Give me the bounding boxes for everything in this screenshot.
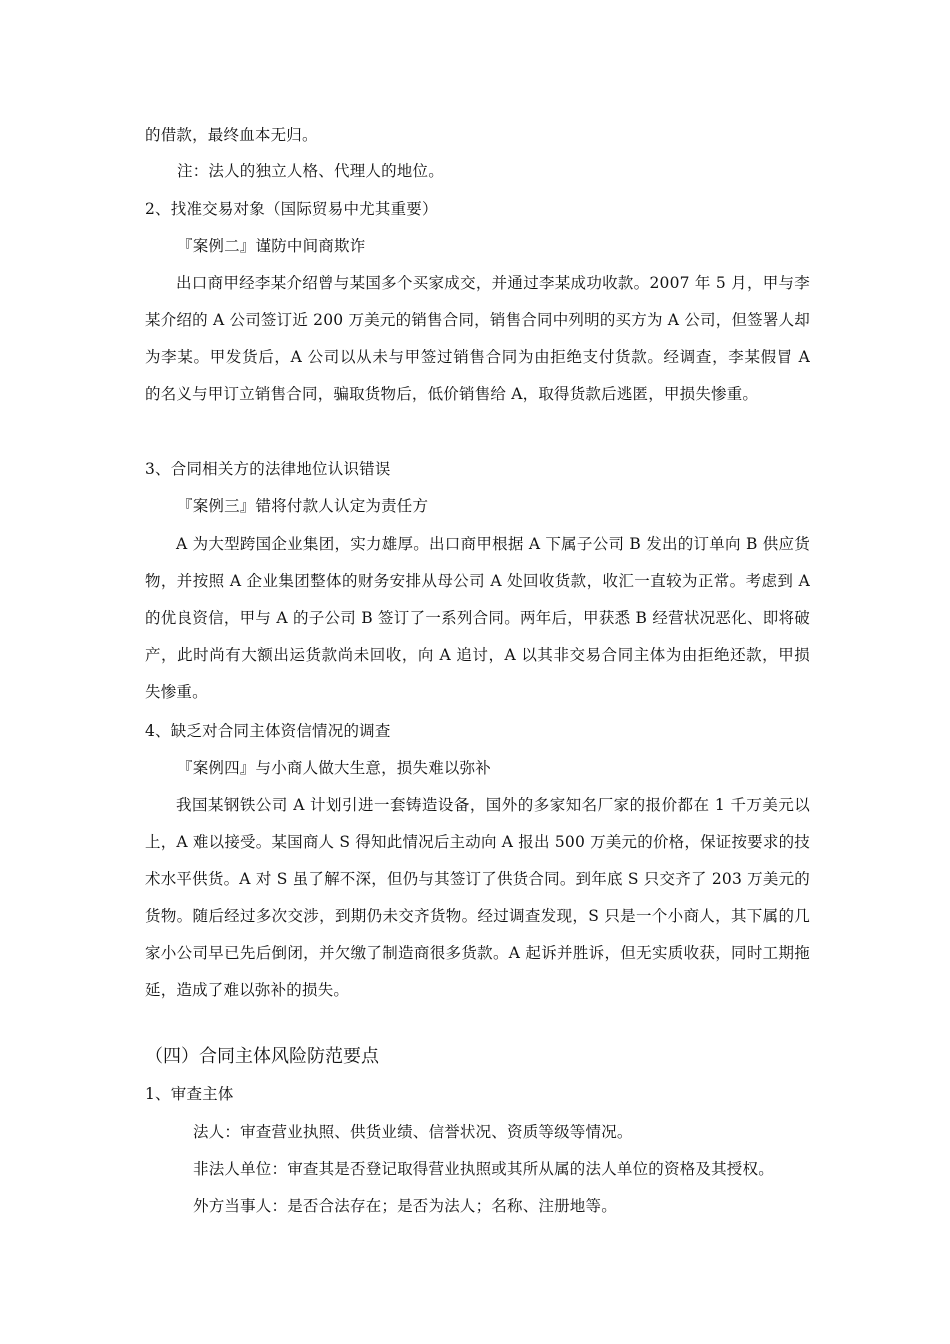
case-three-title: 『案例三』错将付款人认定为责任方: [177, 497, 429, 515]
case-four-title: 『案例四』与小商人做大生意，损失难以弥补: [177, 759, 492, 777]
review-item-legal-person: 法人：审查营业执照、供货业绩、信誉状况、资质等级等情况。: [193, 1123, 633, 1141]
case-two-paragraph: 出口商甲经李某介绍曾与某国多个买家成交，并通过李某成功收款。2007 年 5 月，甲与李某介绍的 A 公司签订近 200 万美元的销售合同，销售合同中列明的买方为 A 公司，但签署人却为李某。甲发货后，A 公司以从未与甲签过销售合同为由拒绝支付货款。经调查，李某假冒 A 的名义与甲订立销售合同，骗取货物后，低价销售给 A，取得货款后逃匿，甲损失惨重。: [145, 274, 810, 403]
section-four-title: （四）合同主体风险防范要点: [145, 1046, 379, 1067]
text-line-loan-loss: 的借款，最终血本无归。: [145, 126, 318, 144]
review-item-foreign-party: 外方当事人：是否合法存在；是否为法人；名称、注册地等。: [193, 1197, 617, 1215]
case-four-paragraph: 我国某钢铁公司 A 计划引进一套铸造设备，国外的多家知名厂家的报价都在 1 千万美元以上，A 难以接受。某国商人 S 得知此情况后主动向 A 报出 500 万美元的价格，保证按要求的技术水平供货。A 对 S 虽了解不深，但仍与其签订了供货合同。到年底 S 只交齐了 203 万美元的货物。随后经过多次交涉，到期仍未交齐货物。经过调查发现，S 只是一个小商人，其下属的几家小公司早已先后倒闭，并欠缴了制造商很多货款。A 起诉并胜诉，但无实质收获，同时工期拖延，造成了难以弥补的损失。: [145, 796, 810, 999]
case-two-title: 『案例二』谨防中间商欺诈: [177, 237, 366, 255]
heading-find-counterparty: 2、找准交易对象（国际贸易中尤其重要）: [145, 200, 438, 218]
review-item-non-legal-unit: 非法人单位：审查其是否登记取得营业执照或其所从属的法人单位的资格及其授权。: [193, 1160, 774, 1178]
heading-review-subject: 1、审查主体: [145, 1085, 234, 1103]
heading-credit-check: 4、缺乏对合同主体资信情况的调查: [145, 722, 391, 740]
case-three-paragraph: A 为大型跨国企业集团，实力雄厚。出口商甲根据 A 下属子公司 B 发出的订单向 B 供应货物，并按照 A 企业集团整体的财务安排从母公司 A 处回收货款，收汇一直较为正常。考虑到 A 的优良资信，甲与 A 的子公司 B 签订了一系列合同。两年后，甲获悉 B 经营状况恶化、即将破产，此时尚有大额出运货款尚未回收，向 A 追讨，A 以其非交易合同主体为由拒绝还款，甲损失惨重。: [145, 535, 810, 701]
note-line: 注：法人的独立人格、代理人的地位。: [177, 162, 444, 180]
heading-legal-status: 3、合同相关方的法律地位认识错误: [145, 460, 391, 478]
